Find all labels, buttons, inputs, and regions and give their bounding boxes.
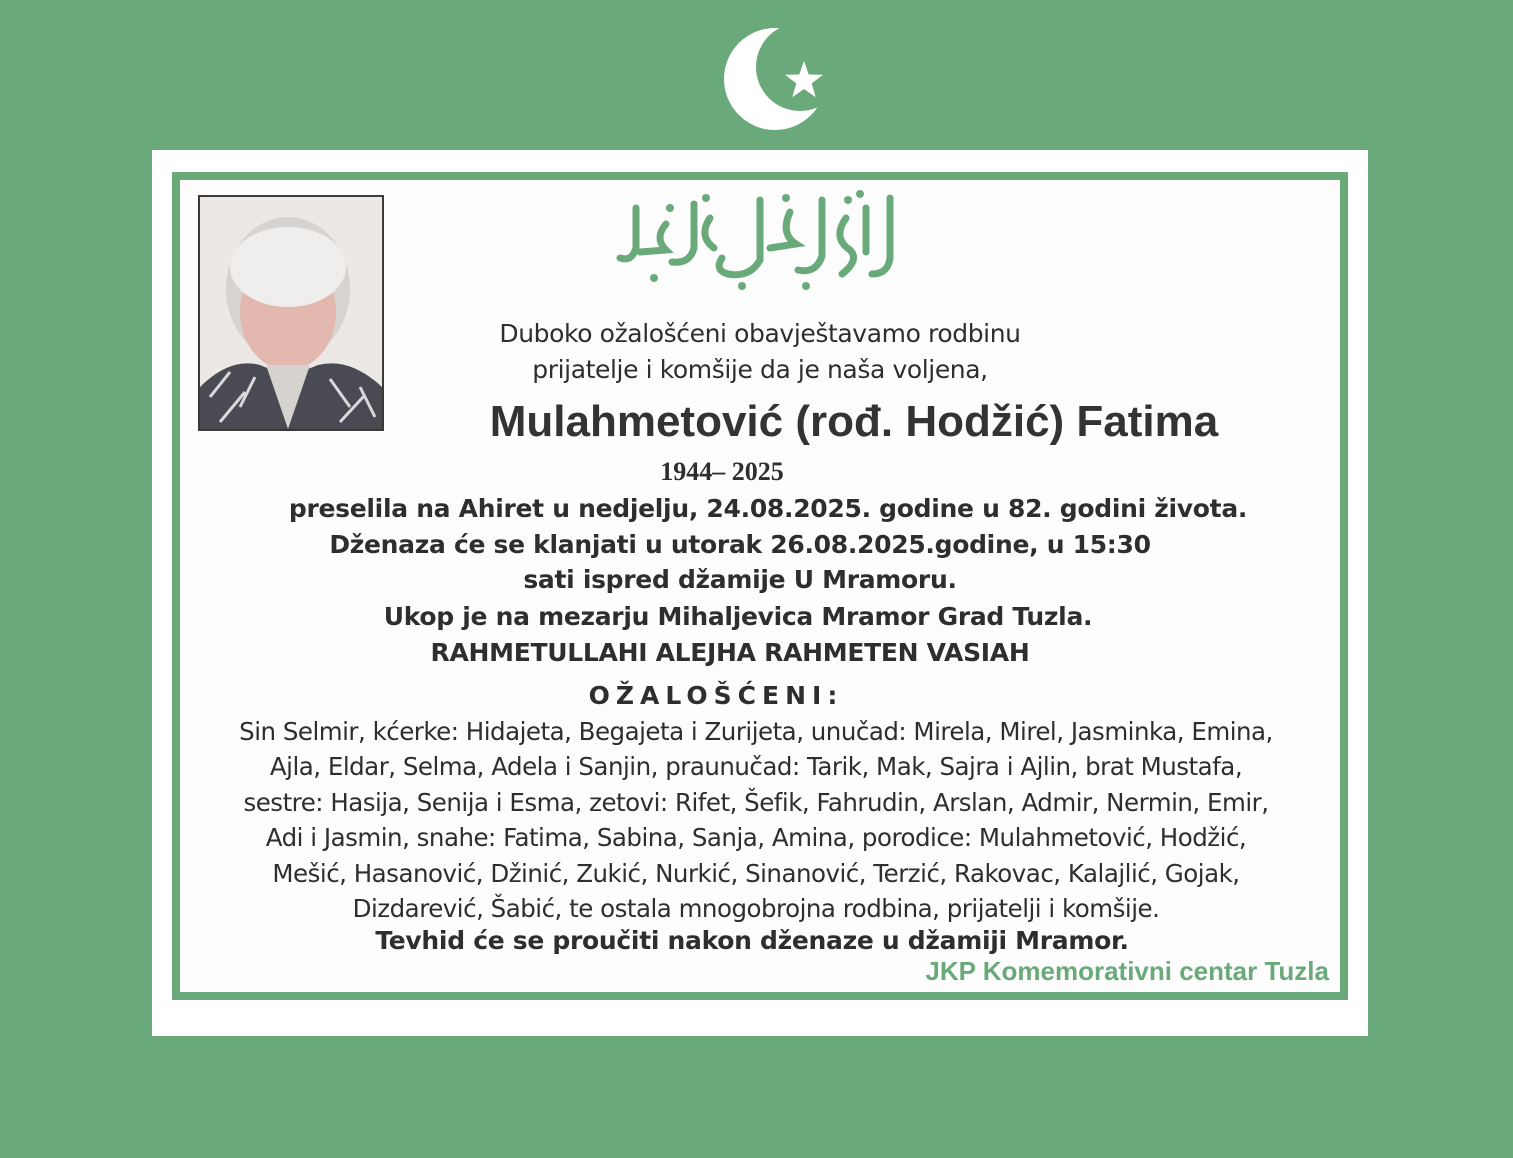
mourners-line-4: Adi i Jasmin, snahe: Fatima, Sabina, Sanja, Amina, porodice: Mulahmetović, Hodžić, [265, 823, 1247, 852]
mourners-line-2: Ajla, Eldar, Selma, Adela i Sanjin, praunučad: Tarik, Mak, Sajra i Ajlin, brat Mustafa, [269, 752, 1243, 781]
funeral-prayer-time: Dženaza će se klanjati u utorak 26.08.2025.godine, u 15:30 [329, 530, 1151, 559]
intro-line-2: prijatelje i komšije da je naša voljena, [532, 355, 988, 384]
prayer-phrase: RAHMETULLAHI ALEJHA RAHMETEN VASIAH [430, 638, 1030, 667]
deceased-photo [198, 195, 384, 431]
tevhid-note: Tevhid će se proučiti nakon dženaze u džamiji Mramor. [375, 926, 1129, 955]
arabic-calligraphy-graphic [610, 178, 910, 298]
organization-signature: JKP Komemorativni centar Tuzla [925, 956, 1329, 986]
mourners-line-3: sestre: Hasija, Senija i Esma, zetovi: Rifet, Šefik, Fahrudin, Arslan, Admir, Nermin, Emir, [243, 788, 1269, 817]
funeral-prayer-place: sati ispred džamije U Mramoru. [523, 565, 957, 594]
intro-line-1: Duboko ožalošćeni obavještavamo rodbinu [499, 319, 1021, 348]
deceased-name: Mulahmetović (rođ. Hodžić) Fatima [489, 397, 1219, 446]
mourners-line-6: Dizdarević, Šabić, te ostala mnogobrojna rodbina, prijatelji i komšije. [352, 894, 1160, 923]
mourners-line-5: Mešić, Hasanović, Džinić, Zukić, Nurkić, Sinanović, Terzić, Rakovac, Kalajlić, Gojak, [272, 859, 1240, 888]
life-years: 1944– 2025 [660, 457, 784, 486]
mourners-heading: OŽALOŠĆENI: [588, 681, 844, 710]
death-announcement: preselila na Ahiret u nedjelju, 24.08.2025. godine u 82. godini života. [288, 494, 1248, 523]
mourners-line-1: Sin Selmir, kćerke: Hidajeta, Begajeta i Zurijeta, unučad: Mirela, Mirel, Jasminka, Emina, [239, 717, 1273, 746]
crescent-star-icon [718, 20, 842, 132]
burial-place: Ukop je na mezarju Mihaljevica Mramor Grad Tuzla. [383, 602, 1093, 631]
